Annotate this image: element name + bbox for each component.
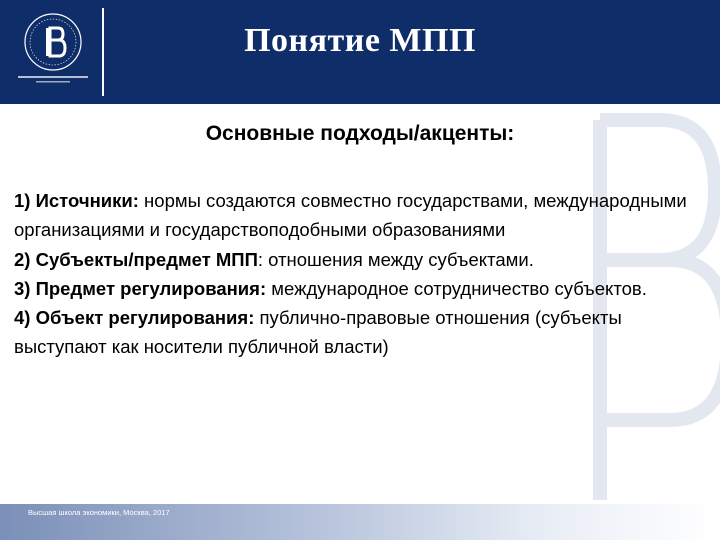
item-term: 2) Субъекты/предмет МПП [14,248,258,270]
subtitle: Основные подходы/акценты: [205,122,515,145]
item-term: 4) Объект регулирования: [14,307,255,329]
item-text: международное сотрудничество субъектов. [266,277,647,299]
list-item [14,249,534,270]
list-item [14,278,647,299]
list-item [14,190,687,240]
hse-logo-icon [14,10,92,92]
item-text: : отношения между субъектами. [257,248,534,270]
list-item [14,307,622,357]
item-text: публично-правовые отношения (субъекты выступают как носители публичной власти) [14,307,622,358]
item-text: нормы создаются совместно государствами, международными организациями и государствоподобными образованиями [14,190,687,241]
approaches-list [14,186,714,362]
item-term: 1) Источники: [14,190,139,211]
item-term: 3) Предмет регулирования: [14,277,267,299]
footer-text: Высшая школа экономики, Москва, 2017 [28,508,170,517]
header-divider [102,8,104,96]
slide-title: Понятие МПП [244,22,476,59]
